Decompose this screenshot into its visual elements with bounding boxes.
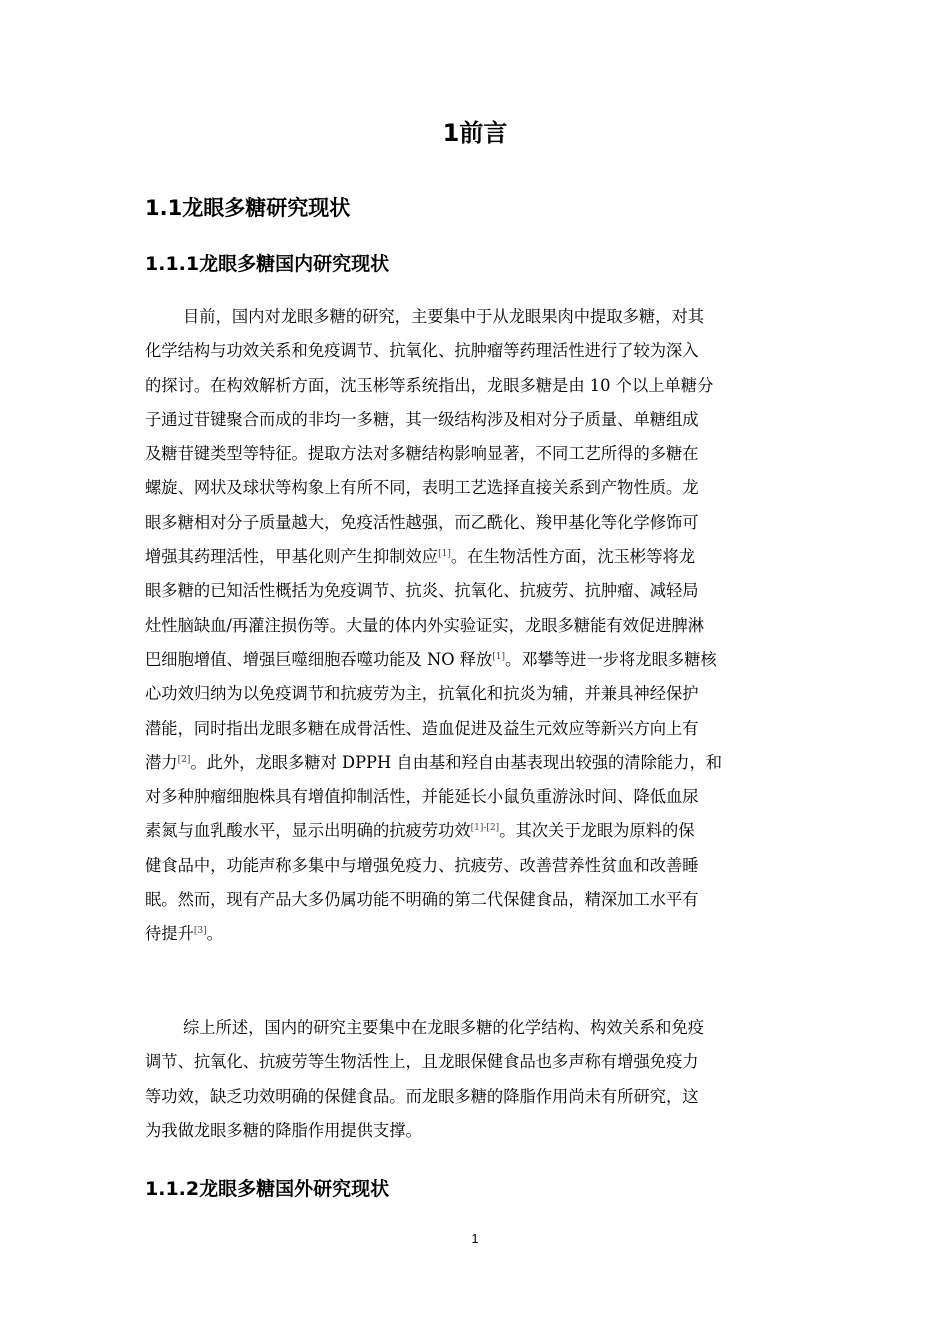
text-run: 素氮与血乳酸水平，显示出明确的抗疲劳功效 xyxy=(145,821,471,841)
text-run: 。其次关于龙眼为原料的保 xyxy=(499,821,695,841)
text-run: 。在生物活性方面，沈玉彬等将龙 xyxy=(450,547,696,567)
paragraph-summary xyxy=(145,1011,807,1148)
citation-ref: [1] xyxy=(492,651,506,662)
chapter-heading: 1前言 xyxy=(442,119,508,147)
text-run: 。此外，龙眼多糖对 DPPH 自由基和羟自由基表现出较强的清除能力，和 xyxy=(190,752,723,772)
text-line: 眠。然而，现有产品大多仍属功能不明确的第二代保健食品，精深加工水平有 xyxy=(145,890,699,910)
page-number: 1 xyxy=(471,1231,479,1246)
text-run: 巴细胞增值、增强巨噬细胞吞噬功能及 NO 释放 xyxy=(145,649,493,669)
citation-ref: [1]-[2] xyxy=(470,823,500,834)
text-line: 等功效，缺乏功效明确的保健食品。而龙眼多糖的降脂作用尚未有所研究，这 xyxy=(145,1086,699,1106)
text-line: 灶性脑缺血/再灌注损伤等。大量的体内外实验证实，龙眼多糖能有效促进脾淋 xyxy=(145,615,705,635)
section-heading: 1.1龙眼多糖研究现状 xyxy=(145,196,351,220)
citation-ref: [1] xyxy=(438,549,451,560)
text-run: 。 xyxy=(206,924,223,944)
text-line: 目前，国内对龙眼多糖的研究，主要集中于从龙眼果肉中提取多糖，对其 xyxy=(183,307,705,326)
text-line: 综上所述，国内的研究主要集中在龙眼多糖的化学结构、构效关系和免疫 xyxy=(183,1018,705,1037)
text-line xyxy=(145,917,807,951)
text-line: 调节、抗氧化、抗疲劳等生物活性上，且龙眼保健食品也多声称有增强免疫力 xyxy=(145,1052,699,1072)
text-line xyxy=(145,643,807,677)
subsection-heading-domestic: 1.1.1龙眼多糖国内研究现状 xyxy=(145,253,390,275)
citation-ref: [2] xyxy=(177,754,191,765)
text-run: 增强其药理活性，甲基化则产生抑制效应 xyxy=(145,547,439,567)
paragraph-domestic-research xyxy=(145,300,807,952)
text-line: 化学结构与功效关系和免疫调节、抗氧化、抗肿瘤等药理活性进行了较为深入 xyxy=(145,341,699,361)
text-line: 心功效归纳为以免疫调节和抗疲劳为主，抗氧化和抗炎为辅，并兼具神经保护 xyxy=(145,684,699,704)
text-line: 潜能，同时指出龙眼多糖在成骨活性、造血促进及益生元效应等新兴方向上有 xyxy=(145,718,699,738)
text-line: 眼多糖的已知活性概括为免疫调节、抗炎、抗氧化、抗疲劳、抗肿瘤、减轻局 xyxy=(145,581,699,601)
text-run: 潜力 xyxy=(145,752,178,772)
text-line: 眼多糖相对分子质量越大，免疫活性越强，而乙酰化、羧甲基化等化学修饰可 xyxy=(145,512,699,532)
text-line: 子通过苷键聚合而成的非均一多糖，其一级结构涉及相对分子质量、单糖组成 xyxy=(145,409,699,429)
text-line xyxy=(145,540,807,574)
citation-ref: [3] xyxy=(193,926,207,937)
text-line: 及糖苷键类型等特征。提取方法对多糖结构影响显著，不同工艺所得的多糖在 xyxy=(145,444,699,464)
text-line xyxy=(145,746,807,780)
text-run: 。邓攀等进一步将龙眼多糖核 xyxy=(505,649,717,669)
text-line: 为我做龙眼多糖的降脂作用提供支撑。 xyxy=(145,1120,422,1140)
text-line: 对多种肿瘤细胞株具有增值抑制活性，并能延长小鼠负重游泳时间、降低血尿 xyxy=(145,787,699,807)
text-run: 待提升 xyxy=(145,924,194,944)
subsection-heading-foreign: 1.1.2龙眼多糖国外研究现状 xyxy=(145,1178,390,1200)
text-line xyxy=(145,814,807,848)
text-line: 的探讨。在构效解析方面，沈玉彬等系统指出，龙眼多糖是由 10 个以上单糖分 xyxy=(145,375,714,395)
text-line: 螺旋、网状及球状等构象上有所不同，表明工艺选择直接关系到产物性质。龙 xyxy=(145,478,699,498)
text-line: 健食品中，功能声称多集中与增强免疫力、抗疲劳、改善营养性贫血和改善睡 xyxy=(145,855,699,875)
